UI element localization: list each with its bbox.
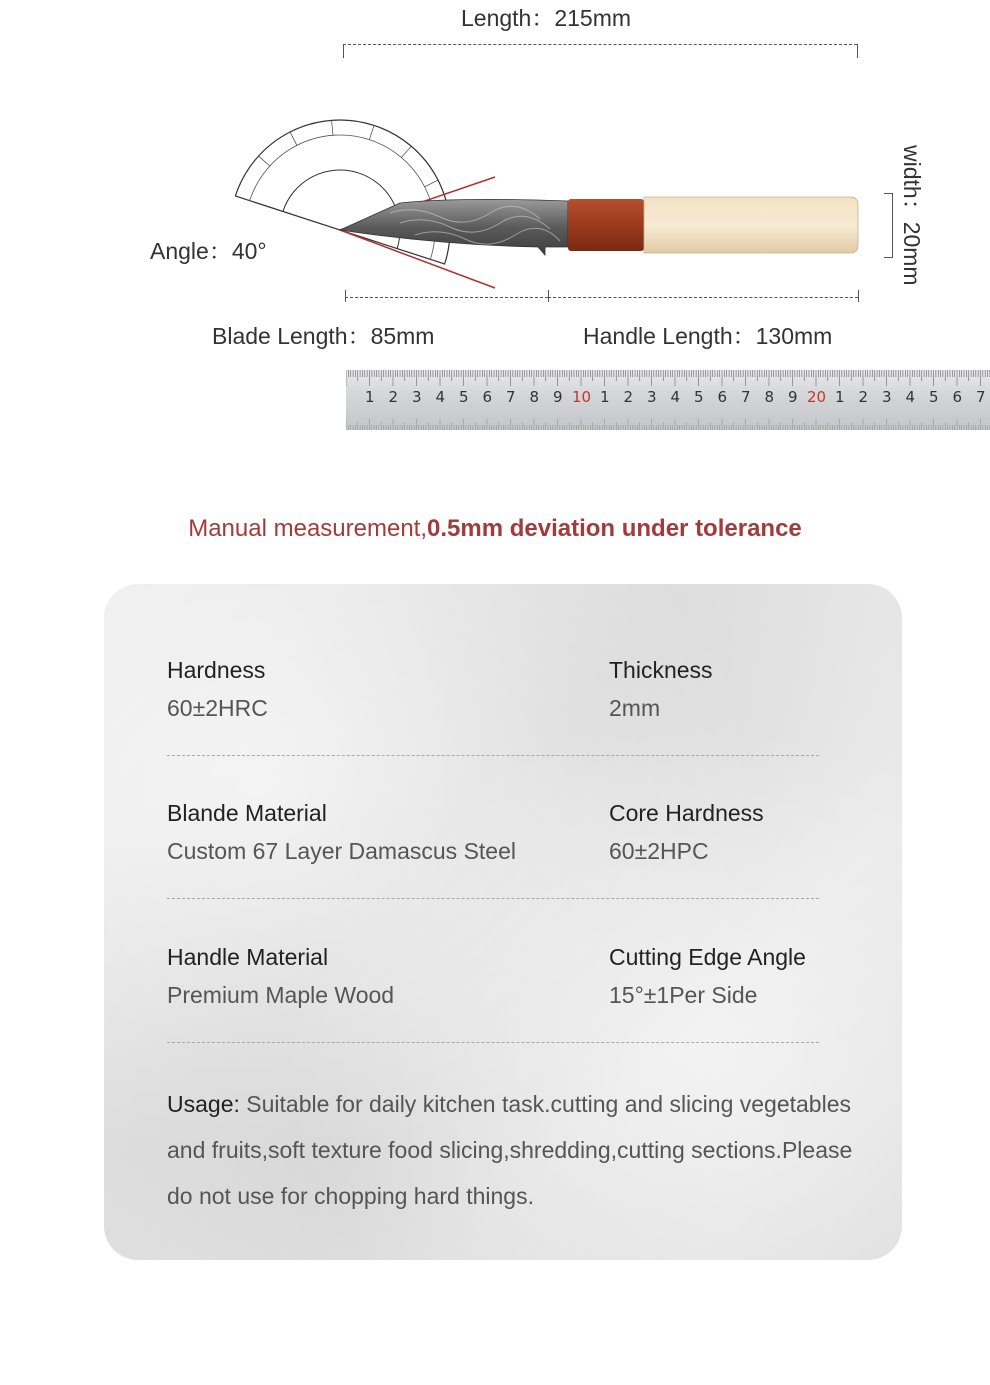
separator — [167, 898, 819, 899]
ruler-number: 10 — [572, 388, 592, 406]
usage-lead: Usage: — [167, 1091, 240, 1117]
ruler — [346, 370, 990, 430]
ruler-number: 8 — [529, 388, 540, 406]
spec-title-blade-material: Blande Material — [167, 800, 327, 826]
ruler-number: 5 — [459, 388, 469, 406]
length-tick-left — [343, 44, 344, 58]
blade-tick-right — [548, 290, 549, 302]
length-dimension-line — [343, 44, 857, 45]
ruler-number: 3 — [882, 388, 892, 406]
spec-value-blade-material: Custom 67 Layer Damascus Steel — [167, 838, 516, 864]
ruler-number: 1 — [835, 388, 845, 406]
spec-title-edge-angle: Cutting Edge Angle — [609, 944, 806, 970]
ruler-number: 2 — [623, 388, 634, 406]
ruler-number: 4 — [435, 388, 446, 406]
caption-bold: 0.5mm deviation under tolerance — [427, 515, 802, 542]
ruler-number: 6 — [952, 388, 963, 406]
handle-tick-right — [858, 290, 859, 302]
spec-title-core-hardness: Core Hardness — [609, 800, 764, 826]
ruler-number: 2 — [858, 388, 869, 406]
handle-length-label: Handle Length：130mm — [583, 323, 833, 349]
spec-card — [104, 584, 902, 1260]
spec-value-hardness: 60±2HRC — [167, 695, 268, 721]
ruler-number: 5 — [694, 388, 704, 406]
ruler-number: 1 — [600, 388, 610, 406]
usage-body: Suitable for daily kitchen task.cutting and slicing vegetables and fruits,soft texture food slicing,shredding,cutting sections.Please do not use for chopping hard things. — [167, 1091, 853, 1209]
spec-value-thickness: 2mm — [609, 695, 661, 721]
spec-value-core-hardness: 60±2HPC — [609, 838, 709, 864]
usage-text — [167, 1081, 867, 1219]
ruler-number: 7 — [506, 388, 516, 406]
handle-length-line — [548, 297, 858, 298]
spec-value-edge-angle: 15°±1Per Side — [609, 982, 758, 1008]
tolerance-caption — [0, 515, 990, 543]
length-label: Length：215mm — [461, 5, 632, 31]
spec-value-handle-material: Premium Maple Wood — [167, 982, 395, 1008]
ruler-number: 4 — [905, 388, 916, 406]
blade-tick-left — [345, 290, 346, 302]
ruler-number: 6 — [482, 388, 493, 406]
blade-length-line — [345, 297, 548, 298]
ruler-number: 7 — [741, 388, 751, 406]
ruler-number: 7 — [976, 388, 986, 406]
ruler-number: 9 — [553, 388, 563, 406]
caption-normal: Manual measurement, — [188, 515, 427, 542]
ruler-number: 1 — [365, 388, 375, 406]
ruler-number: 2 — [388, 388, 399, 406]
ruler-number: 3 — [647, 388, 657, 406]
ruler-number: 3 — [412, 388, 422, 406]
ruler-number: 20 — [807, 388, 827, 406]
ruler-number: 9 — [788, 388, 798, 406]
angle-label: Angle：40° — [150, 238, 267, 264]
knife-protractor-illustration — [200, 95, 880, 305]
width-label: width：20mm — [899, 145, 925, 286]
ruler-number: 4 — [670, 388, 681, 406]
separator — [167, 1042, 819, 1043]
ruler-number: 6 — [717, 388, 728, 406]
width-bracket — [884, 193, 893, 258]
length-tick-right — [857, 44, 858, 58]
separator — [167, 755, 819, 756]
ruler-number: 5 — [929, 388, 939, 406]
spec-title-hardness: Hardness — [167, 657, 266, 683]
ruler-number: 8 — [764, 388, 775, 406]
spec-title-handle-material: Handle Material — [167, 944, 329, 970]
spec-title-thickness: Thickness — [609, 657, 713, 683]
blade-length-label: Blade Length：85mm — [212, 323, 435, 349]
